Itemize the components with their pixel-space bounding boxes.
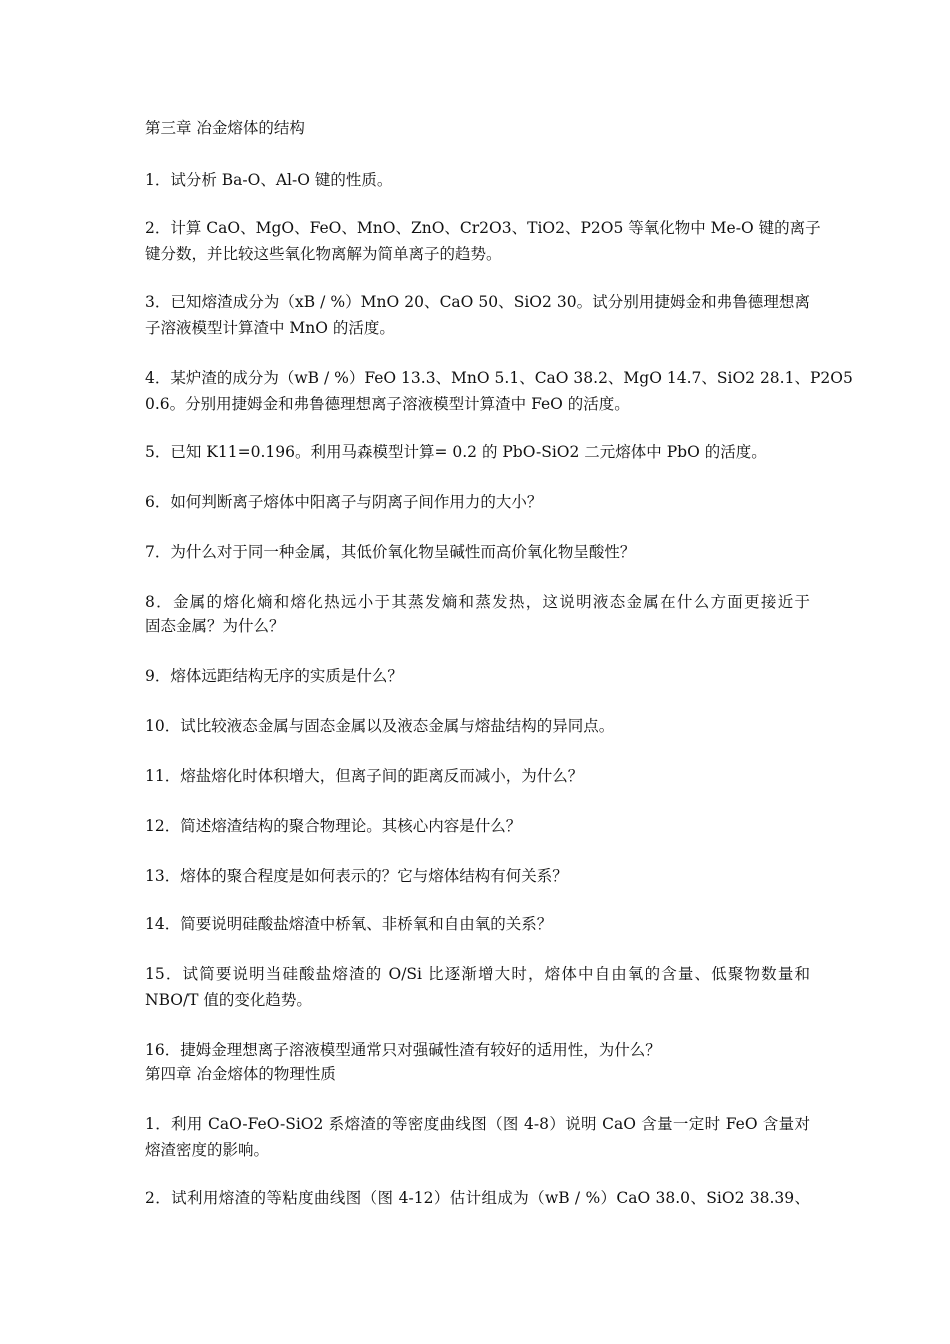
question-1: 1．试分析 Ba-O、Al-O 键的性质。 — [145, 171, 393, 189]
chapter-4-heading: 第四章 冶金熔体的物理性质 — [145, 1065, 336, 1083]
question-8-line-2: 固态金属？为什么？ — [145, 617, 285, 635]
chapter-4-question-2-line-1: 2．试利用熔渣的等粘度曲线图（图 4-12）估计组成为（wB / %）CaO 38.0、SiO2 38.39、 — [145, 1189, 810, 1207]
question-2-line-1: 2．计算 CaO、MgO、FeO、MnO、ZnO、Cr2O3、TiO2、P2O5 等氧化物中 Me-O 键的离子 — [145, 219, 821, 237]
question-9: 9．熔体远距结构无序的实质是什么？ — [145, 667, 403, 685]
question-6: 6．如何判断离子熔体中阳离子与阴离子间作用力的大小？ — [145, 493, 543, 511]
question-2-line-2: 键分数，并比较这些氧化物离解为简单离子的趋势。 — [145, 245, 502, 263]
question-15-line-2: NBO/T 值的变化趋势。 — [145, 991, 312, 1009]
question-8-line-1: 8．金属的熔化熵和熔化热远小于其蒸发熵和蒸发热，这说明液态金属在什么方面更接近于 — [145, 593, 810, 611]
question-14: 14．简要说明硅酸盐熔渣中桥氧、非桥氧和自由氧的关系？ — [145, 915, 553, 933]
question-3-line-1: 3．已知熔渣成分为（xB / %）MnO 20、CaO 50、SiO2 30。试分别用捷姆金和弗鲁德理想离 — [145, 293, 810, 311]
question-7: 7．为什么对于同一种金属，其低价氧化物呈碱性而高价氧化物呈酸性？ — [145, 543, 636, 561]
question-10: 10．试比较液态金属与固态金属以及液态金属与熔盐结构的异同点。 — [145, 717, 615, 735]
question-3-line-2: 子溶液模型计算渣中 MnO 的活度。 — [145, 319, 395, 337]
question-12: 12．简述熔渣结构的聚合物理论。其核心内容是什么？ — [145, 817, 522, 835]
question-4-line-2: 0.6。分别用捷姆金和弗鲁德理想离子溶液模型计算渣中 FeO 的活度。 — [145, 395, 630, 413]
question-11: 11．熔盐熔化时体积增大，但离子间的距离反而减小，为什么？ — [145, 767, 584, 785]
chapter-3-heading: 第三章 冶金熔体的结构 — [145, 119, 305, 137]
chapter-4-question-1-line-2: 熔渣密度的影响。 — [145, 1141, 270, 1159]
chapter-4-question-1-line-1: 1．利用 CaO-FeO-SiO2 系熔渣的等密度曲线图（图 4-8）说明 CaO 含量一定时 FeO 含量对 — [145, 1115, 810, 1133]
question-16: 16．捷姆金理想离子溶液模型通常只对强碱性渣有较好的适用性，为什么？ — [145, 1041, 661, 1059]
question-4-line-1: 4．某炉渣的成分为（wB / %）FeO 13.3、MnO 5.1、CaO 38.2、MgO 14.7、SiO2 28.1、P2O5 — [145, 369, 853, 387]
question-13: 13．熔体的聚合程度是如何表示的？它与熔体结构有何关系？ — [145, 867, 568, 885]
question-5: 5．已知 K11=0.196。利用马森模型计算= 0.2 的 PbO-SiO2 二元熔体中 PbO 的活度。 — [145, 443, 767, 461]
question-15-line-1: 15．试简要说明当硅酸盐熔渣的 O/Si 比逐渐增大时，熔体中自由氧的含量、低聚物数量和 — [145, 965, 810, 983]
